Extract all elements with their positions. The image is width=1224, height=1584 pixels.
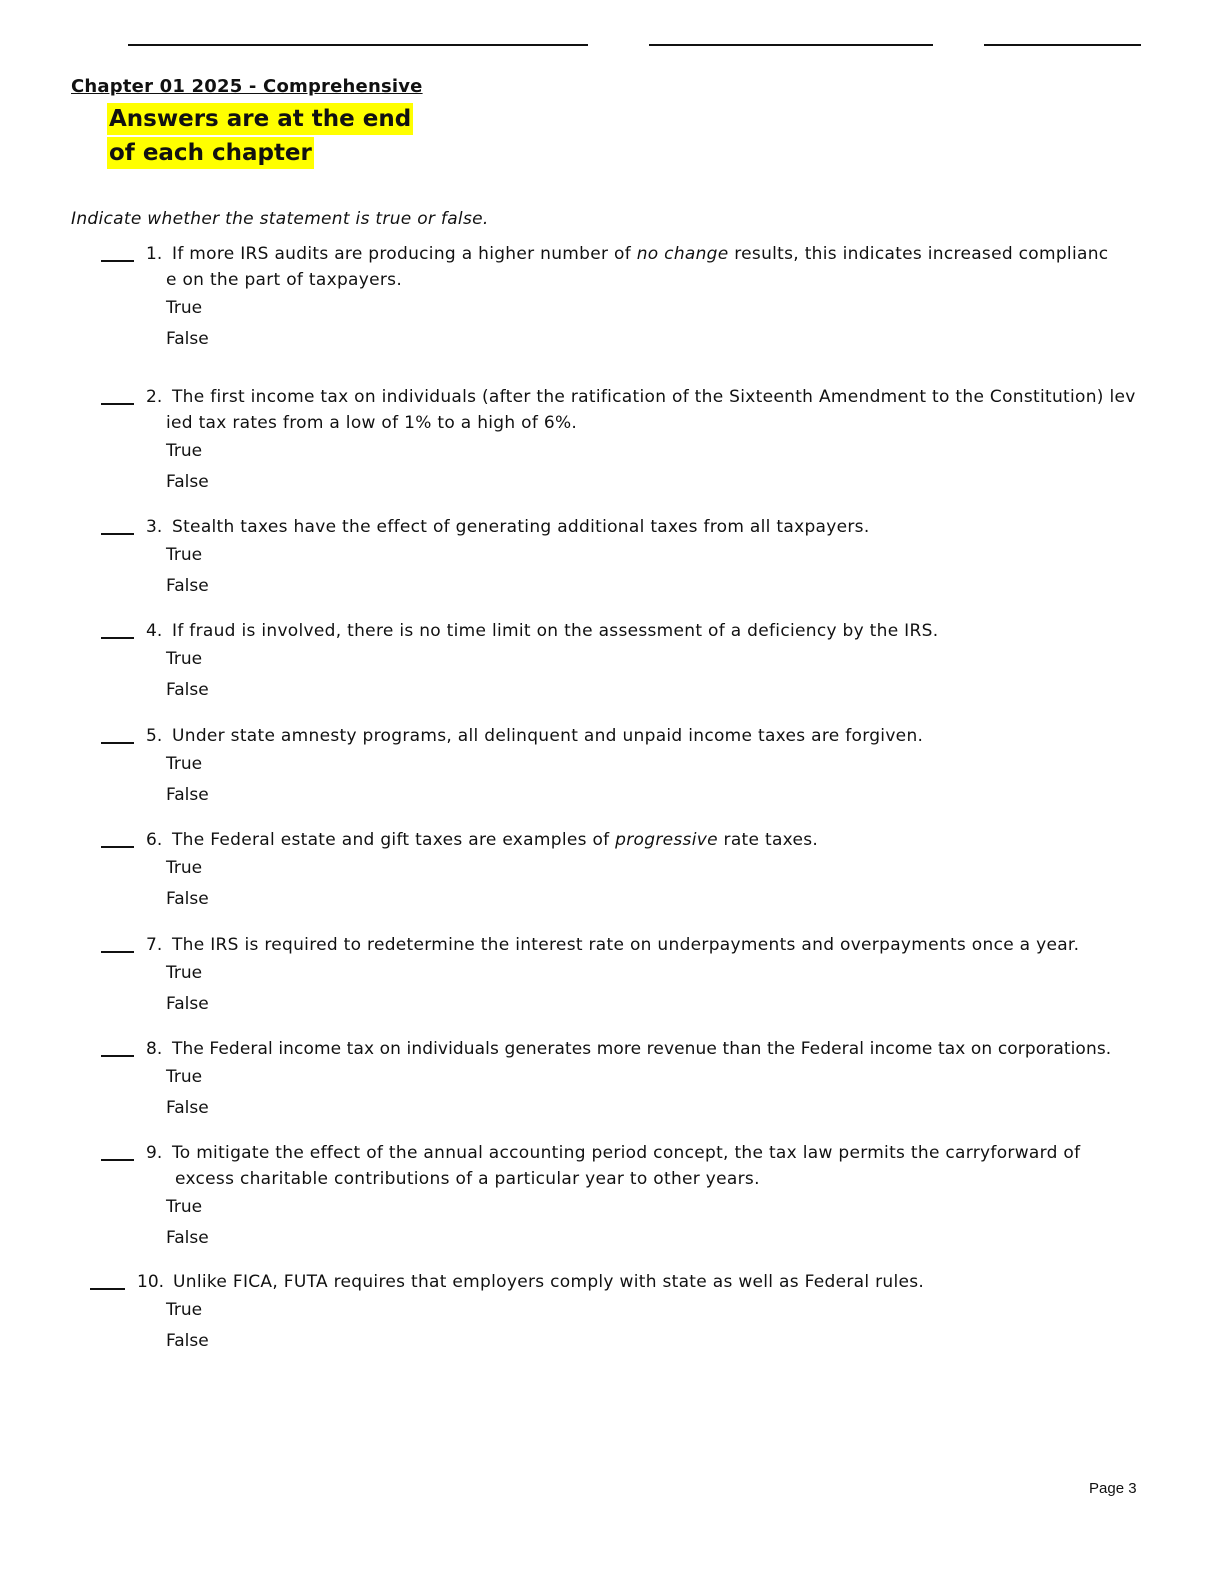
answer-blank[interactable] (101, 260, 134, 262)
option-false[interactable]: False (166, 994, 209, 1014)
name-line (128, 44, 588, 46)
option-false[interactable]: False (166, 329, 209, 349)
chapter-title: Chapter 01 2025 - Comprehensive (71, 76, 423, 97)
answer-blank[interactable] (101, 951, 134, 953)
option-false[interactable]: False (166, 785, 209, 805)
question-number: 4. (146, 621, 163, 641)
question-text-cont: e on the part of taxpayers. (166, 270, 403, 290)
answer-blank[interactable] (101, 742, 134, 744)
date-line (984, 44, 1141, 46)
question-text: Unlike FICA, FUTA requires that employers comply with state as well as Federal rules. (173, 1272, 925, 1292)
question-text: Stealth taxes have the effect of generating additional taxes from all taxpayers. (172, 517, 870, 537)
option-true[interactable]: True (166, 1067, 203, 1087)
option-false[interactable]: False (166, 1098, 209, 1118)
answers-note-line1: Answers are at the end (107, 103, 413, 135)
answer-blank[interactable] (101, 1159, 134, 1161)
instructions: Indicate whether the statement is true or false. (71, 209, 489, 229)
option-true[interactable]: True (166, 441, 203, 461)
question-number: 7. (146, 935, 163, 955)
question-text: If more IRS audits are producing a higher number of no change results, this indicates increased complianc (172, 244, 1109, 264)
option-true[interactable]: True (166, 1300, 203, 1320)
question-text-cont: ied tax rates from a low of 1% to a high of 6%. (166, 413, 578, 433)
question-number: 9. (146, 1143, 163, 1163)
question-number: 8. (146, 1039, 163, 1059)
question-number: 5. (146, 726, 163, 746)
option-false[interactable]: False (166, 576, 209, 596)
option-true[interactable]: True (166, 858, 203, 878)
question-text: The IRS is required to redetermine the interest rate on underpayments and overpayments once a year. (172, 935, 1080, 955)
option-true[interactable]: True (166, 649, 203, 669)
option-true[interactable]: True (166, 298, 203, 318)
question-number: 10. (137, 1272, 165, 1292)
answer-blank[interactable] (101, 403, 134, 405)
option-false[interactable]: False (166, 680, 209, 700)
option-true[interactable]: True (166, 754, 203, 774)
question-text: The Federal estate and gift taxes are examples of progressive rate taxes. (172, 830, 819, 850)
option-false[interactable]: False (166, 1331, 209, 1351)
option-true[interactable]: True (166, 1197, 203, 1217)
option-false[interactable]: False (166, 889, 209, 909)
question-number: 3. (146, 517, 163, 537)
question-text: The Federal income tax on individuals generates more revenue than the Federal income tax on corporations. (172, 1039, 1112, 1059)
answer-blank[interactable] (101, 637, 134, 639)
answer-blank[interactable] (101, 533, 134, 535)
option-false[interactable]: False (166, 1228, 209, 1248)
answer-blank[interactable] (101, 1055, 134, 1057)
question-text: The first income tax on individuals (after the ratification of the Sixteenth Amendment to the Constitution) lev (172, 387, 1136, 407)
answer-blank[interactable] (101, 846, 134, 848)
option-false[interactable]: False (166, 472, 209, 492)
answer-blank[interactable] (90, 1288, 125, 1290)
question-number: 2. (146, 387, 163, 407)
option-true[interactable]: True (166, 963, 203, 983)
answers-note-line2: of each chapter (107, 137, 314, 169)
question-text: If fraud is involved, there is no time limit on the assessment of a deficiency by the IRS. (172, 621, 939, 641)
page-number: Page 3 (1089, 1480, 1137, 1497)
class-line (649, 44, 933, 46)
option-true[interactable]: True (166, 545, 203, 565)
question-text-cont: excess charitable contributions of a particular year to other years. (175, 1169, 760, 1189)
question-number: 1. (146, 244, 163, 264)
question-text: To mitigate the effect of the annual accounting period concept, the tax law permits the carryforward of (172, 1143, 1081, 1163)
question-text: Under state amnesty programs, all delinquent and unpaid income taxes are forgiven. (172, 726, 924, 746)
question-number: 6. (146, 830, 163, 850)
